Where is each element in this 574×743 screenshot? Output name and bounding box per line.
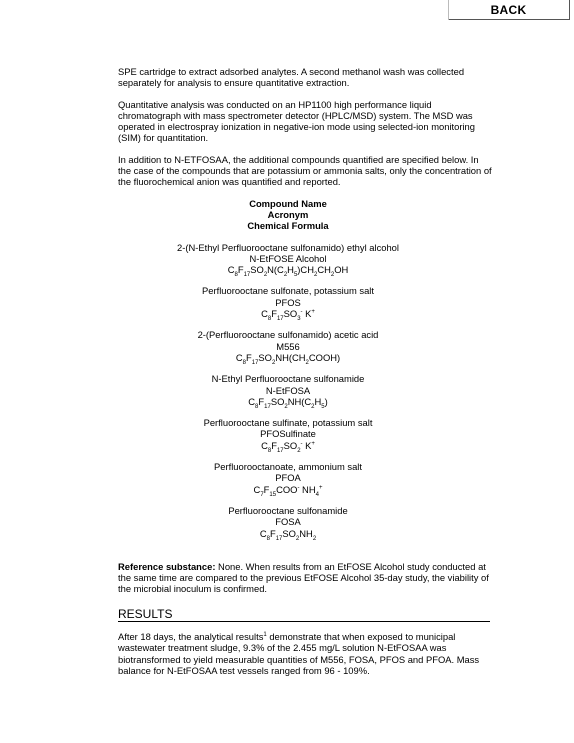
formula-part: 2 [311,403,315,410]
compound-entry [118,329,458,366]
compound-entry [118,417,458,454]
header-acronym: Acronym [267,208,309,220]
formula-part: - [297,484,300,491]
formula-part: 2 [313,272,318,279]
back-button[interactable]: BACK [448,0,570,20]
formula-part: N(C [267,264,284,276]
compound-formula [118,264,458,279]
compound-name: Perfluorooctane sulfinate, potassium salt [203,417,373,429]
formula-part: 17 [275,535,283,542]
compound-acronym: FOSA [275,516,301,528]
compound-acronym: N-EtFOSA [265,384,311,396]
formula-part: F [271,308,277,320]
compound-acronym: PFOS [275,296,301,308]
formula-part: 2 [330,272,335,279]
formula-part: 8 [267,315,272,322]
formula-part: C [261,439,268,451]
formula-part: 5 [321,403,325,410]
formula-part: NH(C [287,395,312,407]
compound-acronym: PFOA [275,472,301,484]
compound-entry [118,504,458,542]
formula-part: C [261,308,268,320]
compound-entry [118,461,458,498]
formula-part: SO [258,351,272,363]
formula-part: F [258,395,265,407]
formula-part: H [287,264,294,276]
formula-part: F [237,264,244,276]
formula-part: CH [317,264,331,276]
header-chemical-formula: Chemical Formula [247,220,329,232]
compound-entry [118,373,458,410]
formula-part: C [248,395,256,407]
formula-part: 17 [264,403,271,410]
formula-part: + [318,484,323,491]
compound-name: 2-(Perfluorooctane sulfonamido) acetic acid [197,329,379,341]
formula-part: + [311,308,315,315]
intro-paragraph-2: Quantitative analysis was conducted on an HP1100 high performance liquid chromatograph with mass spectrometer detector (HPLC/MSD) system. The MSD was operated in electrospray ionization in negative-ion mode using selected-ion monitoring (SIM) for quantitation. [118,98,475,144]
results-text-b: demonstrate that when exposed to municipal wastewater treatment sludge, 9.3% of the 2.455 mg/L solution N-EtFOSAA was biotransformed to yield measurable quantities of M556, FOSA, PFOS and PFOA. Mass balance for N-EtFOSAA test vessels ranged from 96 - 109%. [118,631,480,676]
results-paragraph [118,631,492,676]
formula-part: 8 [266,535,270,542]
formula-part: COO [276,483,298,495]
compound-formula [118,308,458,322]
compound-formula [118,351,458,366]
formula-part: OH [334,264,349,276]
compound-entry [118,285,458,322]
formula-part: COOH) [308,351,341,363]
formula-part: 2 [312,535,317,542]
formula-part: 2 [295,535,300,542]
formula-part: 2 [284,403,288,410]
intro-paragraph-3: In addition to N-ETFOSAA, the additional compounds quantified are specified below. In the case of the compounds that are potassium or ammonia salts, only the concentration of the fluorochemical anion was quantified and reported. [118,153,492,188]
formula-part: )CH [297,264,314,276]
formula-part: NH [299,483,316,495]
formula-part: 4 [315,491,319,498]
reference-label: Reference substance: [118,560,216,572]
formula-part: 2 [297,447,301,454]
formula-part: C [227,264,235,276]
formula-part: 2 [305,359,309,366]
formula-part: 2 [263,272,268,279]
formula-part: C [259,527,267,539]
compound-name: 2-(N-Ethyl Perfluorooctane sulfonamido) ethyl alcohol [177,241,399,253]
formula-part: 3 [297,315,301,322]
compound-formula [118,439,458,454]
intro-paragraph-1: SPE cartridge to extract adsorbed analytes. A second methanol wash was collected separately for analysis to ensure quantitative extraction. [118,66,465,89]
formula-part: C [253,483,261,495]
compound-name: N-Ethyl Perfluorooctane sulfonamide [211,373,365,385]
formula-part: 8 [267,447,272,454]
formula-part: 2 [271,359,276,366]
formula-part: 8 [255,403,259,410]
formula-part: SO [282,527,296,539]
formula-part: 5 [293,272,298,279]
results-text-a: After 18 days, the analytical results [118,631,264,642]
formula-part: F [246,351,252,363]
footnote-marker: 1 [263,631,267,638]
compound-acronym: N-EtFOSE Alcohol [249,252,327,264]
formula-part: 17 [276,447,284,454]
compound-acronym: PFOSulfinate [260,428,316,440]
compound-table-header [118,198,458,232]
compound-formula [118,527,458,542]
formula-part: 17 [243,272,251,279]
header-compound-name: Compound Name [249,197,327,209]
formula-part: C [235,351,243,363]
formula-part: - [300,440,303,447]
compound-name: Perfluorooctane sulfonate, potassium salt [202,285,374,297]
formula-part: 8 [242,359,246,366]
compound-name: Perfluorooctane sulfonamide [228,504,348,516]
formula-part: + [311,440,315,447]
formula-part: NH [299,527,313,539]
formula-part: 17 [276,315,284,322]
formula-part: F [269,527,276,539]
compound-name: Perfluorooctanoate, ammonium salt [214,461,362,473]
results-heading: RESULTS [118,607,490,622]
compound-list [118,241,458,542]
compound-formula [118,483,458,498]
formula-part: K [302,439,312,451]
formula-part: 8 [234,272,238,279]
formula-part: 15 [269,491,277,498]
formula-part: ) [324,395,328,407]
formula-part: 2 [283,272,288,279]
formula-part: H [314,395,322,407]
formula-part: F [271,439,277,451]
document-body [118,66,492,605]
formula-part: F [263,483,270,495]
formula-part: SO [250,264,264,276]
formula-part: - [300,308,303,315]
reference-substance [118,561,492,595]
formula-part: SO [283,308,298,320]
formula-part: K [302,308,312,320]
formula-part: SO [283,439,298,451]
formula-part: 7 [260,491,264,498]
reference-text: None. When results from an EtFOSE Alcohol study conducted at the same time are compared to the previous EtFOSE Alcohol 35-day study, the viability of the microbial inoculum is confirmed. [118,560,489,595]
formula-part: 17 [251,359,259,366]
compound-entry [118,241,458,279]
formula-part: NH(CH [275,351,306,363]
formula-part: SO [270,395,285,407]
compound-formula [118,395,458,410]
compound-acronym: M556 [276,340,300,352]
